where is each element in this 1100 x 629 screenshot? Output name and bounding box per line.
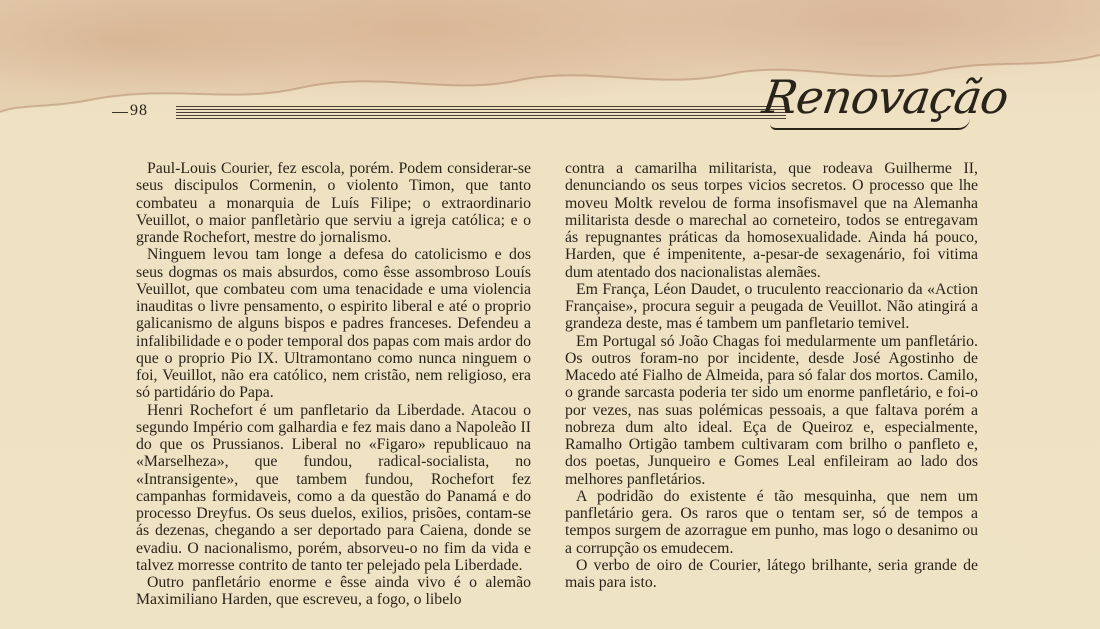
masthead-title: Renovação [759, 70, 1012, 124]
paragraph: Paul-Louis Courier, fez escola, porém. Podem considerar-se seus discipulos Cormenin, o violento Timon, que tanto combateu a monarquia de Luís Filipe; o extraordinario Veuillot, o maior panfletàrio que serviu a igreja católica; e o grande Rochefort, mestre do jornalismo. [136, 160, 531, 246]
paragraph: A podridão do existente é tão mesquinha, que nem um panfletário gera. Os raros que o tentam ser, só de tempos a tempos surgem de azorrague em punho, mas logo o desanimo ou a corrupção os emudecem. [565, 487, 978, 557]
paragraph: O verbo de oiro de Courier, látego brilhante, seria grande de mais para isto. [565, 556, 978, 591]
paragraph: contra a camarilha militarista, que rodeava Guilherme II, denunciando os seus torpes vicios secretos. O processo que lhe moveu Moltk revelou de forma insofismavel que na Alemanha militarista desde o marechal ao corneteiro, todos se entregavam ás repugnantes práticas da homosexualidade. Ainda há pouco, Harden, que é impenitente, a-pesar-de sexagenário, foi vitima dum atentado dos nacionalistas alemães. [565, 160, 978, 281]
text-column-left [136, 160, 531, 609]
text-column-right [565, 160, 978, 591]
page-number-dash [112, 112, 128, 113]
page-header [0, 70, 1100, 150]
paragraph: Henri Rochefort é um panfletario da Liberdade. Atacou o segundo Império com galhardia e fez mais dano a Napoleão II do que os Prussianos. Liberal no «Figaro» republicauo na «Marselheza», que fundou, radical-socialista, no «Intransigente», que tambem fundou, Rochefort fez campanhas formidaveis, como a da questão do Panamá e do processo Dreyfus. Os seus duelos, exilios, prisões, contam-se ás dezenas, chegando a ser deportado para Caiena, donde se evadiu. O nacionalismo, porém, absorveu-o no fim da vida e talvez morresse contrito de tanto ter pelejado pela Liberdade. [136, 401, 531, 574]
paragraph: Em Portugal só João Chagas foi medularmente um panfletário. Os outros foram-no por incidente, desde José Agostinho de Macedo até Fialho de Almeida, para só falar dos mortos. Camilo, o grande sarcasta poderia ter sido um enorme panfletário, e foi-o por vezes, nas suas polémicas pessoais, a que faltava porém a nobreza dum alto ideal. Eça de Queiroz e, especialmente, Ramalho Ortigão tambem cultivaram com brilho o panfleto e, dos poetas, Junqueiro e Gomes Leal enfileiram ao lado dos melhores panfletários. [565, 332, 978, 488]
header-rule [176, 115, 786, 116]
header-rule [176, 106, 786, 107]
header-rule [176, 109, 786, 110]
header-rule [176, 112, 786, 113]
paragraph: Outro panfletário enorme e êsse ainda vivo é o alemão Maximiliano Harden, que escreveu, a fogo, o libelo [136, 574, 531, 609]
paragraph: Em França, Léon Daudet, o truculento reaccionario da «Action Française», procura seguir a peugada de Veuillot. Não atingirá a grandeza deste, mas é tambem um panfletario temivel. [565, 280, 978, 333]
page-number: 98 [130, 102, 148, 119]
header-rule [176, 118, 786, 119]
masthead-underline [770, 118, 970, 130]
paragraph: Ninguem levou tam longe a defesa do catolicismo e dos seus dogmas os mais absurdos, como êsse assombroso Louís Veuillot, que combateu com uma tenacidade e uma violencia inauditas o livre pensamento, o espirito liberal e até o proprio galicanismo de alguns bispos e padres franceses. Defendeu a infalibilidade e o poder temporal dos papas com mais ardor do que o proprio Pio IX. Ultramontano como nunca ninguem o foi, Veuillot, não era católico, nem cristão, nem religioso, era só partidário do Papa. [136, 246, 531, 402]
